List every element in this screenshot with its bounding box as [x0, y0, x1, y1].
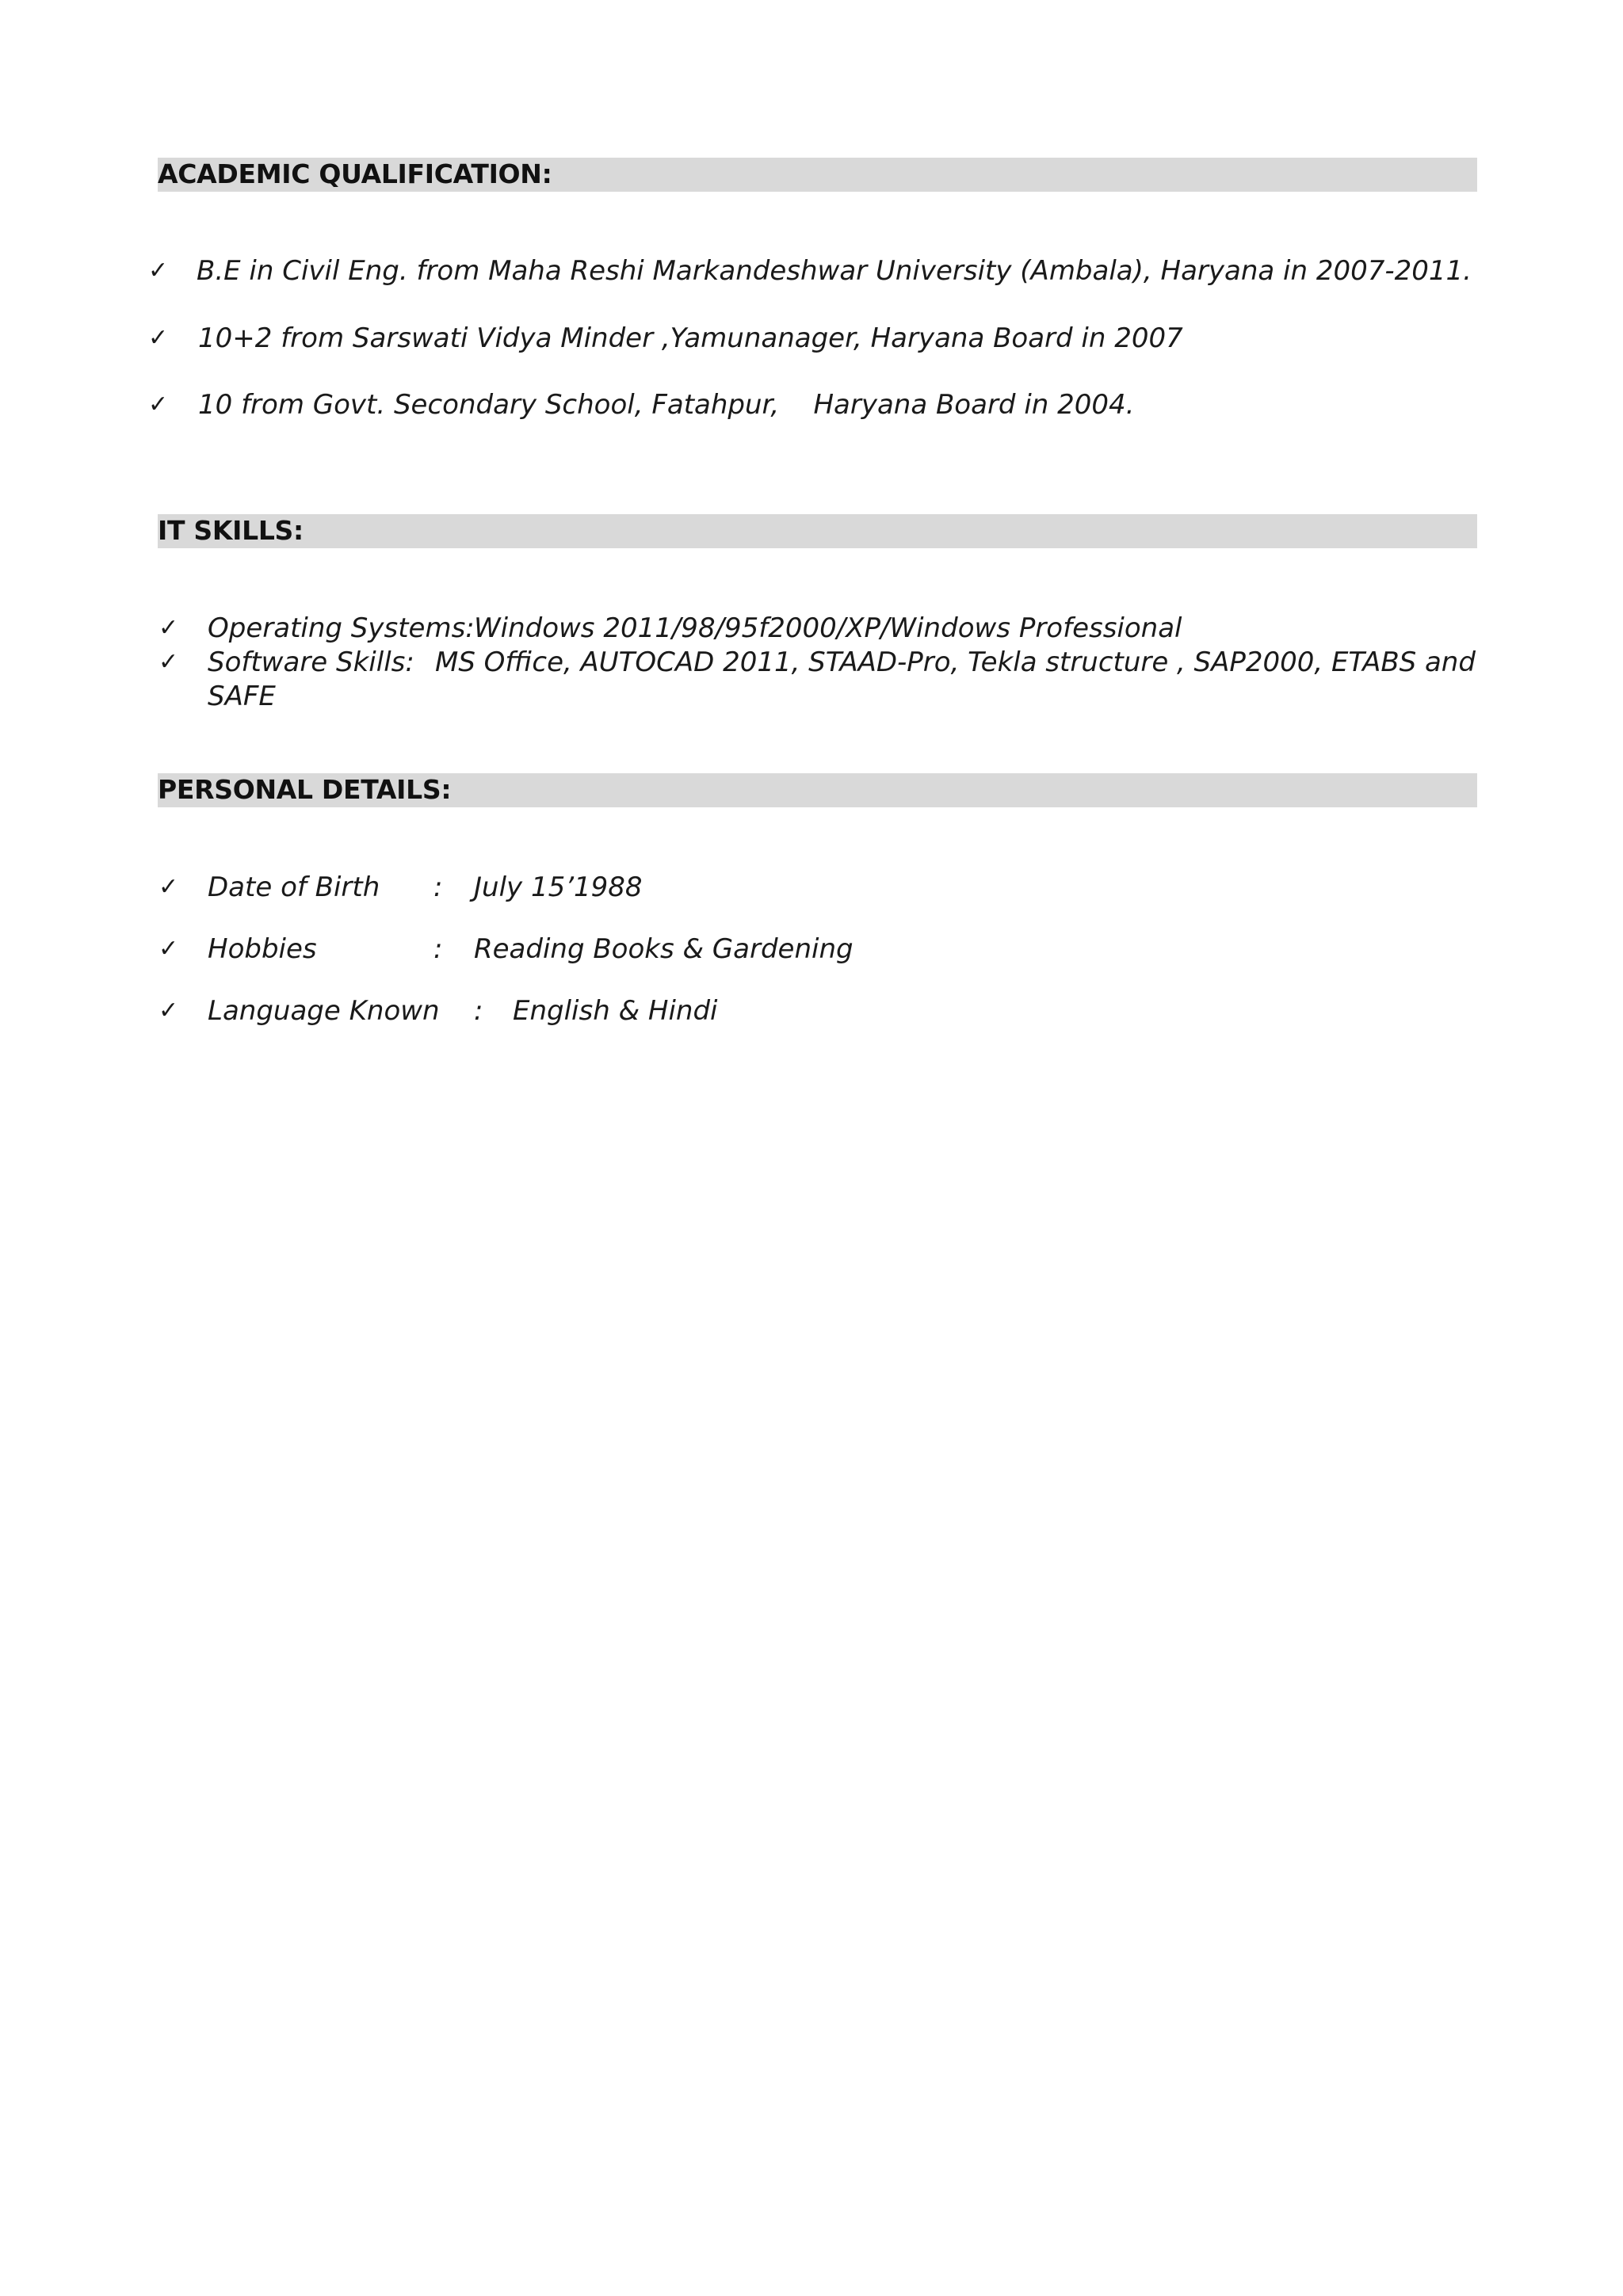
software-word: MS: [435, 646, 475, 678]
software-word: and: [1424, 646, 1476, 678]
academic-qualification-header: [158, 158, 1477, 192]
software-value-continued: SAFE: [208, 681, 276, 712]
software-word: SAP2000,: [1193, 646, 1323, 678]
software-word: AUTOCAD: [580, 646, 715, 678]
software-value-line: [435, 645, 1476, 680]
software-word: STAAD-Pro,: [808, 646, 960, 678]
hobbies-separator: :: [433, 933, 443, 965]
academic-item: B.E in Civil Eng. from Maha Reshi Markandeshwar University (Ambala), Haryana in 2007-2011.: [197, 255, 1472, 287]
check-icon: ✓: [148, 324, 169, 352]
dob-separator: :: [433, 871, 443, 903]
check-icon: ✓: [148, 391, 169, 418]
hobbies-value: Reading Books & Gardening: [474, 933, 854, 965]
hobbies-label: Hobbies: [208, 933, 317, 965]
it-skills-header: [158, 514, 1477, 548]
check-icon: ✓: [158, 873, 179, 901]
os-value: Windows 2011/98/95f2000/XP/Windows Professional: [474, 612, 1182, 644]
language-separator: :: [474, 995, 483, 1027]
software-word: Office,: [483, 646, 572, 678]
dob-value: July 15’1988: [474, 871, 643, 903]
check-icon: ✓: [158, 935, 179, 963]
section-title: PERSONAL DETAILS:: [158, 774, 452, 805]
check-icon: ✓: [158, 614, 179, 642]
academic-item: 10 from Govt. Secondary School, Fatahpur, Haryana Board in 2004.: [198, 389, 1135, 421]
academic-item: 10+2 from Sarswati Vidya Minder ,Yamunanager, Haryana Board in 2007: [198, 322, 1183, 354]
section-title: ACADEMIC QUALIFICATION:: [158, 158, 552, 189]
software-word: ETABS: [1331, 646, 1417, 678]
dob-label: Date of Birth: [208, 871, 380, 903]
language-label: Language Known: [208, 995, 440, 1027]
software-word: Tekla: [968, 646, 1037, 678]
check-icon: ✓: [158, 648, 179, 676]
check-icon: ✓: [158, 997, 179, 1024]
software-word: structure: [1045, 646, 1169, 678]
os-label: Operating Systems:: [208, 612, 475, 644]
section-title: IT SKILLS:: [158, 515, 304, 546]
software-word: ,: [1177, 646, 1186, 678]
check-icon: ✓: [148, 257, 169, 284]
personal-details-header: [158, 773, 1477, 807]
language-value: English & Hindi: [513, 995, 718, 1027]
software-label: Software Skills:: [208, 646, 414, 678]
software-word: 2011,: [723, 646, 800, 678]
